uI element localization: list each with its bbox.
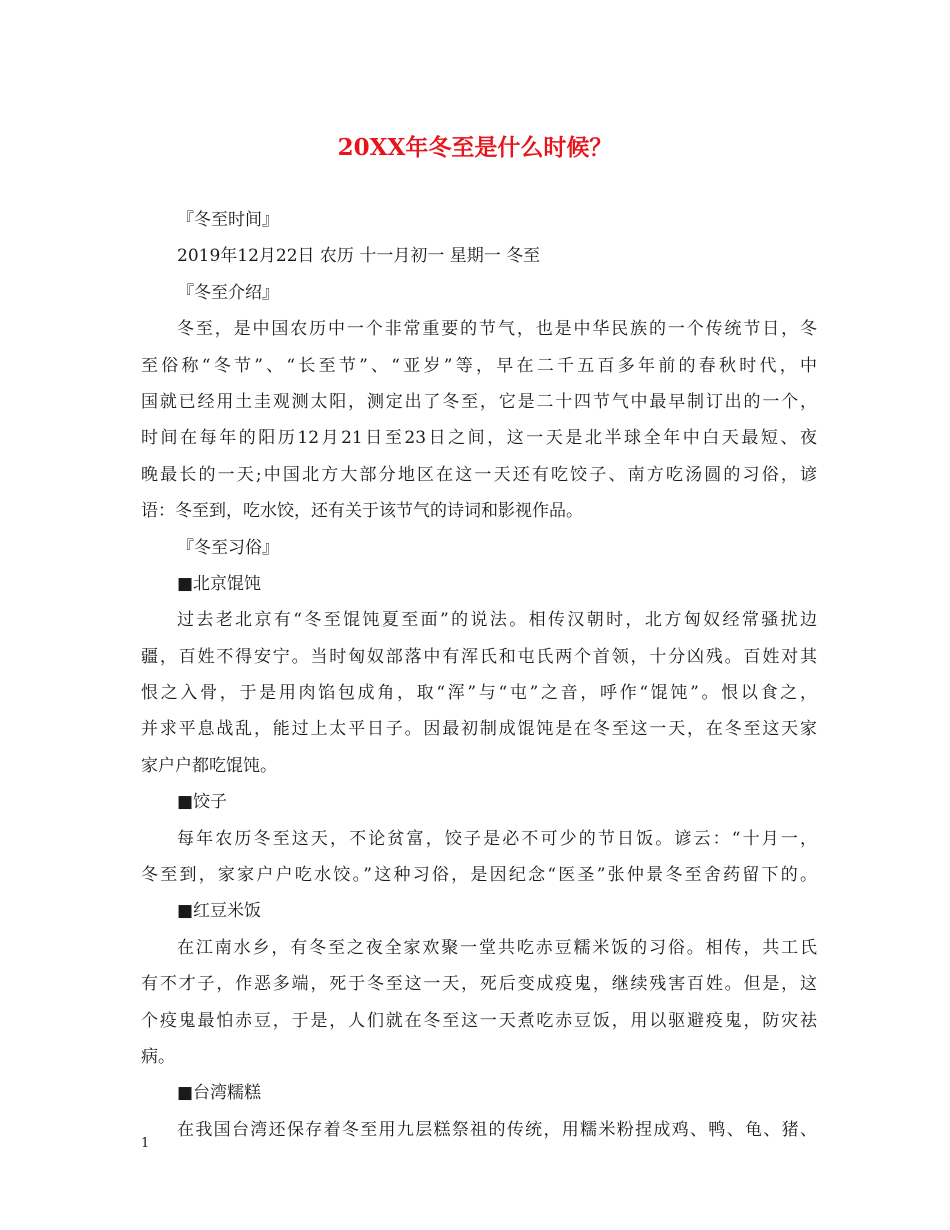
body-line: ■台湾糯糕 xyxy=(177,1083,262,1104)
body-line: 国就已经用土圭观测太阳，测定出了冬至，它是二十四节气中最早制订出的一个， xyxy=(141,391,817,412)
body-line: 『冬至时间』 xyxy=(177,210,279,230)
body-line: 冬至到，家家户户吃水饺。”这种习俗，是因纪念“医圣”张仲景冬至舍药留下的。 xyxy=(141,865,817,886)
body-line: 至俗称“冬节”、“长至节”、“亚岁”等，早在二千五百多年前的春秋时代，中 xyxy=(141,355,817,376)
body-line: 在江南水乡，有冬至之夜全家欢聚一堂共吃赤豆糯米饭的习俗。相传，共工氏 xyxy=(177,937,817,958)
body-line: 个疫鬼最怕赤豆，于是，人们就在冬至这一天煮吃赤豆饭，用以驱避疫鬼，防灾祛 xyxy=(141,1010,817,1031)
document-title: 20XX年冬至是什么时候？ xyxy=(337,134,613,161)
body-line: ■红豆米饭 xyxy=(177,901,262,922)
body-line: 病。 xyxy=(141,1046,175,1067)
body-line: 疆，百姓不得安宁。当时匈奴部落中有浑氏和屯氏两个首领，十分凶残。百姓对其 xyxy=(141,646,817,667)
body-line: 过去老北京有“冬至馄饨夏至面”的说法。相传汉朝时，北方匈奴经常骚扰边 xyxy=(177,610,817,631)
document-body xyxy=(141,202,817,1148)
body-line: ■饺子 xyxy=(177,792,228,813)
body-line: 『冬至介绍』 xyxy=(177,282,279,303)
body-line: ■北京馄饨 xyxy=(177,573,262,594)
body-line: 有不才子，作恶多端，死于冬至这一天，死后变成疫鬼，继续残害百姓。但是，这 xyxy=(141,974,817,995)
body-line: 晚最长的一天;中国北方大部分地区在这一天还有吃饺子、南方吃汤圆的习俗，谚 xyxy=(141,464,817,485)
body-line: 在我国台湾还保存着冬至用九层糕祭祖的传统，用糯米粉捏成鸡、鸭、龟、猪、 xyxy=(177,1119,817,1140)
body-line: 家户户都吃馄饨。 xyxy=(141,755,277,776)
page-number: 1 xyxy=(141,1136,150,1151)
body-line: 『冬至习俗』 xyxy=(177,537,279,558)
body-line: 2019年12月22日 农历 十一月初一 星期一 冬至 xyxy=(177,246,541,267)
body-line: 冬至，是中国农历中一个非常重要的节气，也是中华民族的一个传统节日，冬 xyxy=(177,319,817,340)
body-line: 语：冬至到，吃水饺，还有关于该节气的诗词和影视作品。 xyxy=(141,501,583,522)
body-line: 时间在每年的阳历12月21日至23日之间，这一天是北半球全年中白天最短、夜 xyxy=(141,428,817,449)
body-line: 每年农历冬至这天，不论贫富，饺子是必不可少的节日饭。谚云：“十月一， xyxy=(177,828,817,849)
body-line: 恨之入骨，于是用肉馅包成角，取“浑”与“屯”之音，呼作“馄饨”。恨以食之， xyxy=(141,683,817,704)
body-line: 并求平息战乱，能过上太平日子。因最初制成馄饨是在冬至这一天，在冬至这天家 xyxy=(141,719,817,740)
